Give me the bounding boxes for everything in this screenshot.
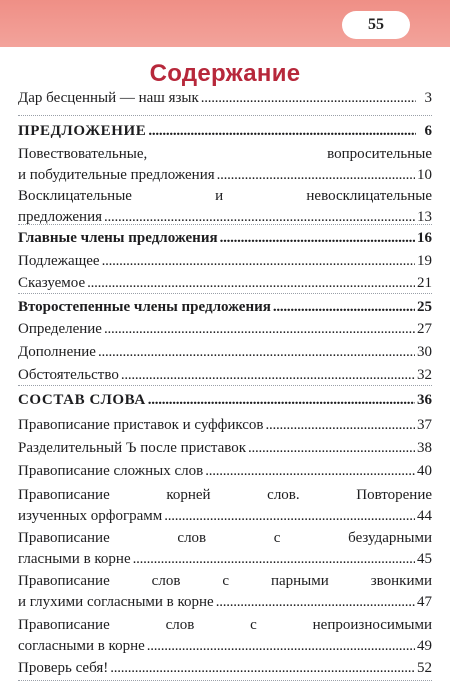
toc-entry-page: 13 bbox=[417, 209, 432, 225]
toc-entry[interactable] bbox=[18, 485, 432, 527]
toc-entry-title: Проверь себя! bbox=[18, 660, 109, 676]
toc-entry[interactable] bbox=[18, 461, 432, 482]
toc-entry-title: согласными в корне bbox=[18, 638, 145, 654]
dot-leader bbox=[104, 319, 415, 340]
toc-entry-page: 25 bbox=[417, 299, 432, 315]
toc-entry-title: гласными в корне bbox=[18, 551, 131, 567]
dot-leader bbox=[148, 390, 415, 411]
dot-leader bbox=[266, 415, 415, 436]
toc-entry-page: 36 bbox=[417, 392, 432, 408]
toc-entry[interactable] bbox=[18, 228, 432, 249]
toc-entry-page: 6 bbox=[424, 123, 432, 139]
toc-entry[interactable] bbox=[18, 144, 432, 186]
dot-leader bbox=[217, 165, 415, 186]
toc-entry-page: 16 bbox=[417, 230, 432, 246]
dot-leader bbox=[248, 438, 415, 459]
toc-entry-page: 32 bbox=[417, 367, 432, 383]
toc-entry-title: и глухими согласными в корне bbox=[18, 594, 214, 610]
toc-entry-title: СОСТАВ СЛОВА bbox=[18, 392, 146, 408]
toc-entry[interactable] bbox=[18, 273, 432, 294]
toc-entry-page: 49 bbox=[417, 638, 432, 654]
toc-entry-page: 21 bbox=[417, 275, 432, 291]
dot-leader bbox=[98, 342, 415, 363]
toc-entry[interactable] bbox=[18, 297, 432, 318]
toc-entry-title: Правописание корней слов. Повторение bbox=[18, 487, 432, 503]
dot-leader bbox=[104, 207, 415, 228]
toc-entry-title: ПРЕДЛОЖЕНИЕ bbox=[18, 123, 147, 139]
section-separator bbox=[18, 115, 432, 116]
toc-entry-title: Подлежащее bbox=[18, 253, 100, 269]
toc-entry-title: Главные члены предложения bbox=[18, 230, 218, 246]
toc-entry-page: 52 bbox=[417, 660, 432, 676]
toc-entry-page: 44 bbox=[417, 508, 432, 524]
header-band bbox=[0, 0, 450, 47]
toc-entry-page: 19 bbox=[417, 253, 432, 269]
toc-entry-page: 10 bbox=[417, 167, 432, 183]
toc-entry-title: Правописание слов с парными звонкими bbox=[18, 573, 432, 589]
dot-leader bbox=[87, 273, 415, 294]
dot-leader bbox=[110, 658, 415, 679]
toc-entry[interactable] bbox=[18, 342, 432, 363]
page-title: Содержание bbox=[149, 60, 301, 87]
toc-entry-title: Разделительный Ъ после приставок bbox=[18, 440, 247, 456]
toc-entry[interactable] bbox=[18, 415, 432, 436]
toc-entry[interactable] bbox=[18, 658, 432, 679]
toc-entry-page: 40 bbox=[417, 463, 432, 479]
dot-leader bbox=[133, 549, 415, 570]
toc-entry-page: 38 bbox=[417, 440, 432, 456]
dot-leader bbox=[148, 121, 416, 142]
page-number-badge: 55 bbox=[342, 11, 410, 39]
toc-entry[interactable] bbox=[18, 121, 432, 142]
toc-entry[interactable] bbox=[18, 251, 432, 272]
toc-entry-title: и побудительные предложения bbox=[18, 167, 215, 183]
toc-entry-title: Восклицательные и невосклицательные bbox=[18, 188, 432, 204]
toc-entry-title: изученных орфограмм bbox=[18, 508, 163, 524]
toc-entry-title: предложения bbox=[18, 209, 103, 225]
toc-entry-title: Дополнение bbox=[18, 344, 96, 360]
dot-leader bbox=[147, 636, 415, 657]
toc-entry-title: Правописание приставок и суффиксов bbox=[18, 417, 264, 433]
dot-leader bbox=[216, 592, 415, 613]
toc-entry-title: Определение bbox=[18, 321, 102, 337]
dot-leader bbox=[201, 88, 416, 109]
dot-leader bbox=[121, 365, 415, 386]
toc-entry-title: Правописание слов с безударными bbox=[18, 530, 432, 546]
toc-entry-page: 37 bbox=[417, 417, 432, 433]
toc-entry-title: Второстепенные члены предложения bbox=[18, 299, 271, 315]
toc-entry-title: Обстоятельство bbox=[18, 367, 119, 383]
section-separator bbox=[18, 680, 432, 681]
toc-entry[interactable] bbox=[18, 615, 432, 657]
dot-leader bbox=[102, 251, 415, 272]
toc-entry[interactable] bbox=[18, 186, 432, 228]
toc-entry-page: 45 bbox=[417, 551, 432, 567]
toc-entry-title: Повествовательные, вопросительные bbox=[18, 146, 432, 162]
toc-entry-title: Сказуемое bbox=[18, 275, 86, 291]
toc-entry[interactable] bbox=[18, 571, 432, 613]
toc-entry[interactable] bbox=[18, 390, 432, 411]
toc-entry[interactable] bbox=[18, 319, 432, 340]
dot-leader bbox=[205, 461, 415, 482]
toc-entry-title: Дар бесценный — наш язык bbox=[18, 90, 199, 106]
toc-entry-page: 30 bbox=[417, 344, 432, 360]
toc-entry-page: 27 bbox=[417, 321, 432, 337]
toc-entry[interactable] bbox=[18, 365, 432, 386]
dot-leader bbox=[220, 228, 415, 249]
toc-entry[interactable] bbox=[18, 528, 432, 570]
dot-leader bbox=[164, 506, 415, 527]
dot-leader bbox=[273, 297, 415, 318]
toc-entry-title: Правописание слов с непроизносимыми bbox=[18, 617, 432, 633]
toc-entry[interactable] bbox=[18, 438, 432, 459]
toc-entry-page: 3 bbox=[424, 90, 432, 106]
toc-entry-title: Правописание сложных слов bbox=[18, 463, 204, 479]
toc-entry[interactable] bbox=[18, 88, 432, 109]
toc-entry-page: 47 bbox=[417, 594, 432, 610]
